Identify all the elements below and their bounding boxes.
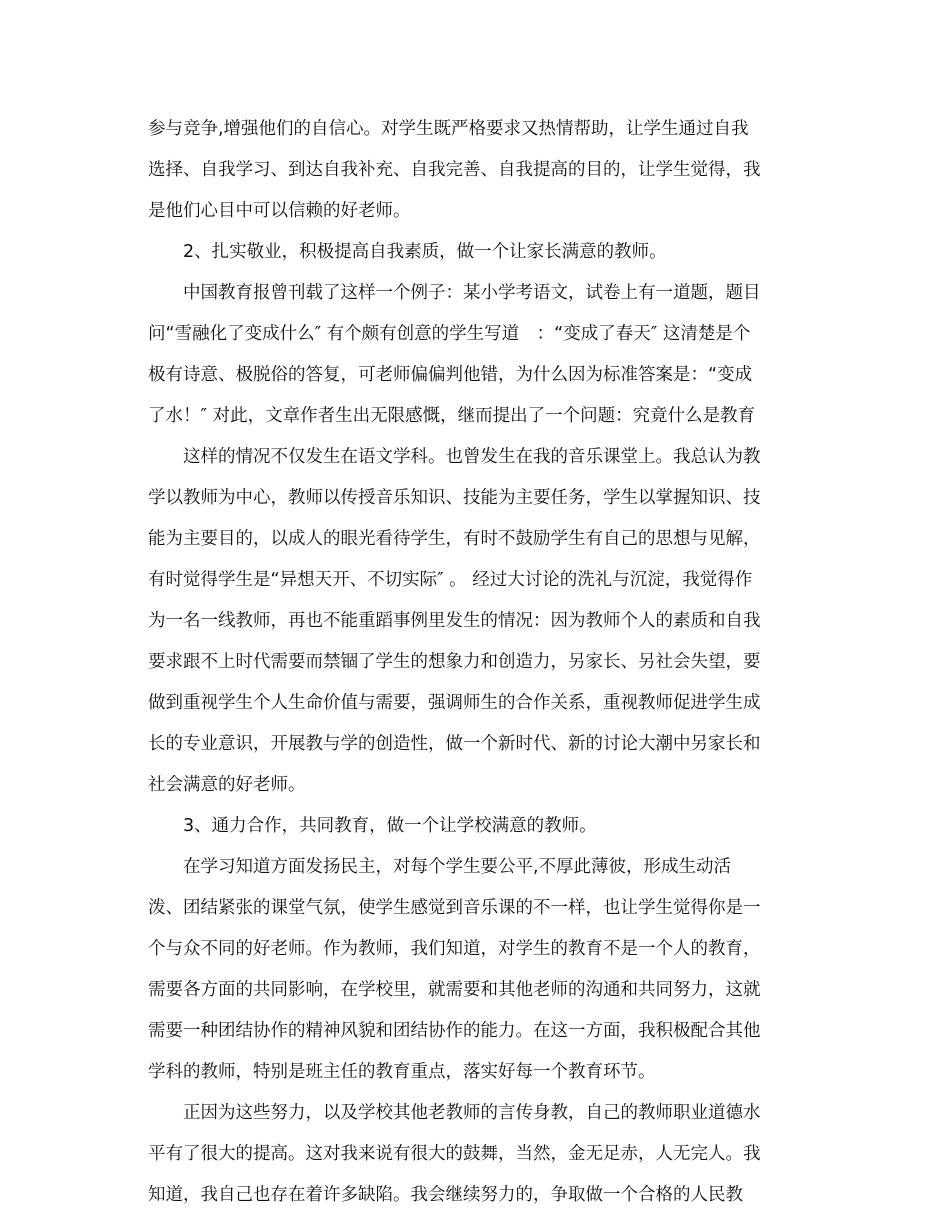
text-line: 社会满意的好老师。 <box>148 775 306 795</box>
text-line: 要求跟不上时代需要而禁锢了学生的想象力和创造力，另家长、另社会失望，要 <box>148 652 761 672</box>
text-line: 问“雪融化了变成什么″ 有个颇有创意的学生写道 ：“变成了春天″ 这清楚是个 <box>148 324 751 344</box>
text-line: 需要各方面的共同影响，在学校里，就需要和其他老师的沟通和共同努力，这就 <box>148 980 761 1000</box>
text-line: 极有诗意、极脱俗的答复，可老师偏偏判他错，为什么因为标准答案是：“变成 <box>148 365 753 385</box>
text-line: 选择、自我学习、到达自我补充、自我完善、自我提高的目的，让学生觉得，我 <box>148 160 761 180</box>
text-line: 为一名一线教师，再也不能重蹈事例里发生的情况：因为教师个人的素质和自我 <box>148 611 761 631</box>
text-line: 需要一种团结协作的精神风貌和团结协作的能力。在这一方面，我积极配合其他 <box>148 1021 761 1041</box>
text-line: 了水！″ 对此，文章作者生出无限感慨，继而提出了一个问题：究竟什么是教育 <box>148 406 756 426</box>
text-line: 是他们心目中可以信赖的好老师。 <box>148 201 411 221</box>
text-line: 能为主要目的，以成人的眼光看待学生，有时不鼓励学生有自己的思想与见解， <box>148 529 761 549</box>
text-line: 个与众不同的好老师。作为教师，我们知道，对学生的教育不是一个人的教育， <box>148 939 761 959</box>
text-line: 学科的教师，特别是班主任的教育重点，落实好每一个教育环节。 <box>148 1062 656 1082</box>
section-heading: 3、通力合作，共同教育，做一个让学校满意的教师。 <box>183 816 597 836</box>
text-line: 学以教师为中心，教师以传授音乐知识、技能为主要任务，学生以掌握知识、技 <box>148 488 761 508</box>
text-line: 长的专业意识，开展教与学的创造性，做一个新时代、新的讨论大潮中另家长和 <box>148 734 761 754</box>
text-line: 参与竞争,增强他们的自信心。对学生既严格要求又热情帮助，让学生通过自我 <box>148 119 749 139</box>
text-line: 泼、团结紧张的课堂气氛，使学生感觉到音乐课的不一样，也让学生觉得你是一 <box>148 898 761 918</box>
text-line: 这样的情况不仅发生在语文学科。也曾发生在我的音乐课堂上。我总认为教 <box>183 447 761 467</box>
text-line: 知道，我自己也存在着许多缺陷。我会继续努力的，争取做一个合格的人民教 <box>148 1185 743 1205</box>
text-line: 正因为这些努力，以及学校其他老教师的言传身教，自己的教师职业道德水 <box>183 1103 761 1123</box>
text-line: 在学习知道方面发扬民主，对每个学生要公平,不厚此薄彼，形成生动活 <box>183 857 732 877</box>
text-line: 中国教育报曾刊载了这样一个例子：某小学考语文，试卷上有一道题，题目 <box>183 283 761 303</box>
section-heading: 2、扎实敬业，积极提高自我素质，做一个让家长满意的教师。 <box>183 242 667 262</box>
text-line: 平有了很大的提高。这对我来说有很大的鼓舞，当然，金无足赤，人无完人。我 <box>148 1144 761 1164</box>
text-line: 做到重视学生个人生命价值与需要，强调师生的合作关系，重视教师促进学生成 <box>148 693 761 713</box>
text-line: 有时觉得学生是“异想天开、不切实际″ 。 经过大讨论的洗礼与沉淀，我觉得作 <box>148 570 753 590</box>
